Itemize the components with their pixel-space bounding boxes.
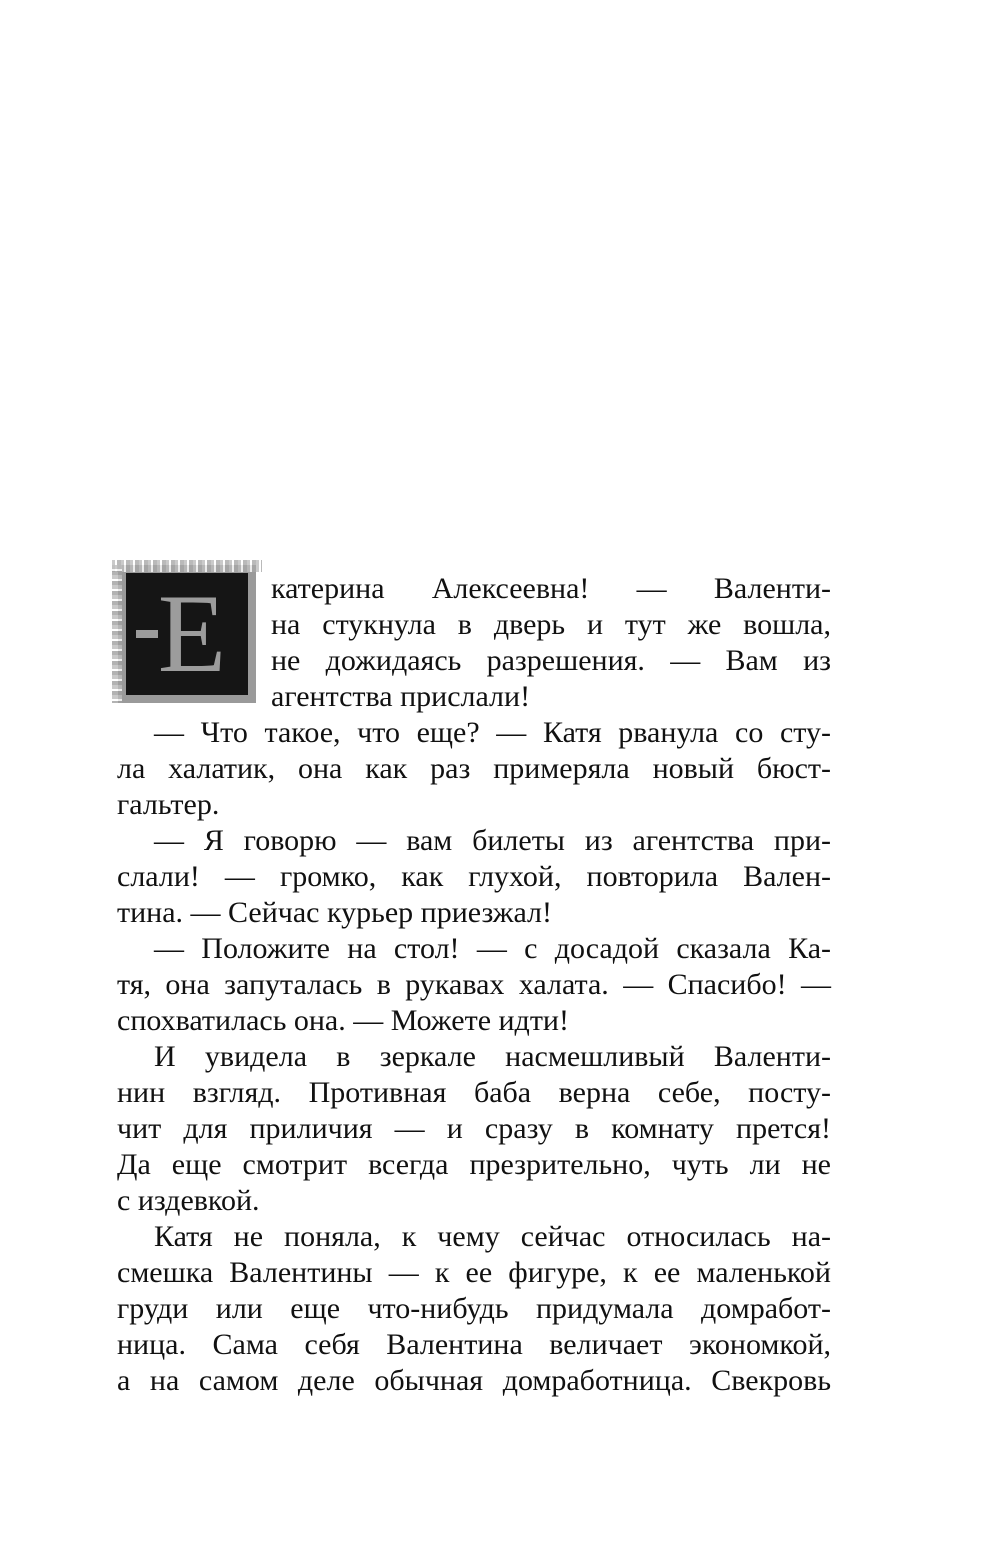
text-line: на стукнула в дверь и тут же вошла, <box>271 608 831 641</box>
text-line: смешка Валентины — к ее фигуре, к ее маленькой <box>117 1256 831 1289</box>
text-line: Да еще смотрит всегда презрительно, чуть ли не <box>117 1148 831 1181</box>
text-line: — Что такое, что еще? — Катя рванула со сту- <box>154 716 831 749</box>
text-line: тина. — Сейчас курьер приезжал! <box>117 896 553 929</box>
text-line: чит для приличия — и сразу в комнату прется! <box>117 1112 831 1145</box>
text-line: тя, она запуталась в рукавах халата. — Спасибо! — <box>117 968 831 1001</box>
text-line: ла халатик, она как раз примеряла новый бюст- <box>117 752 831 785</box>
text-line: И увидела в зеркале насмешливый Валенти- <box>154 1040 831 1073</box>
text-line: гальтер. <box>117 788 220 821</box>
drop-cap-letter: Е <box>157 572 227 696</box>
text-line: ница. Сама себя Валентина величает экономкой, <box>117 1328 831 1361</box>
text-line: а на самом деле обычная домработница. Свекровь <box>117 1364 831 1397</box>
text-line: — Я говорю — вам билеты из агентства при- <box>154 824 831 857</box>
text-line: спохватилась она. — Можете идти! <box>117 1004 569 1037</box>
text-line: нин взгляд. Противная баба верна себе, посту- <box>117 1076 831 1109</box>
text-line: не дожидаясь разрешения. — Вам из <box>271 644 831 677</box>
body-text <box>117 571 831 1399</box>
text-line: груди или еще что-нибудь придумала домработ- <box>117 1292 831 1325</box>
text-line: катерина Алексеевна! — Валенти- <box>271 572 831 605</box>
text-line: слали! — громко, как глухой, повторила Вален- <box>117 860 831 893</box>
text-line: с издевкой. <box>117 1184 260 1217</box>
text-line: Катя не поняла, к чему сейчас относилась на- <box>154 1220 831 1253</box>
text-line: — Положите на стол! — с досадой сказала Ка- <box>154 932 831 965</box>
text-line: агентства прислали! <box>271 680 531 713</box>
